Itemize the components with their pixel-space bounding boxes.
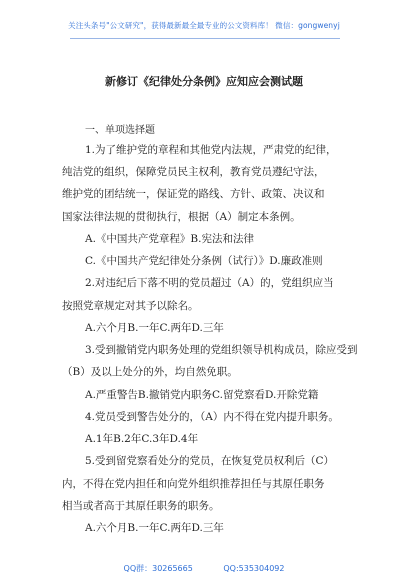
question-text: 1.为了维护党的章程和其他党内法规，严肃党的纪律， [85, 144, 337, 156]
question-text: 5.受到留党察看处分的党员，在恢复党员权利后（C） [85, 455, 335, 467]
question-text: 内，不得在党内担任和向党外组织推荐担任与其原任职务 [62, 478, 325, 490]
header-divider [70, 38, 340, 39]
question-text: 4.党员受到警告处分的，（A）内不得在党内提升职务。 [85, 411, 339, 423]
document-title: 新修订《纪律处分条例》应知应会测试题 [105, 75, 303, 88]
answer-options: A.严重警告B.撤销党内职务C.留党察看D.开除党籍 [85, 389, 319, 401]
answer-options: A.六个月B.一年C.两年D.三年 [85, 322, 224, 334]
qq-group-label: QQ群：30265665 [123, 564, 193, 573]
question-text: 国家法律法规的贯彻执行，根据（A）制定本条例。 [62, 211, 301, 223]
question-text: （B）及以上处分的外，均自然免职。 [62, 366, 238, 378]
answer-options: A.《中国共产党章程》B.宪法和法律 [85, 233, 254, 245]
question-text: 维护党的团结统一，保证党的路线、方针、政策、决议和 [62, 188, 325, 200]
question-text: 3.受到撤销党内职务处理的党组织领导机构成员，除应受到 [85, 344, 358, 356]
answer-options: A.六个月B.一年C.两年D.三年 [85, 522, 224, 534]
answer-options: A.1年B.2年C.3年D.4年 [85, 433, 199, 445]
section-heading: 一、单项选择题 [85, 125, 155, 136]
question-text: 相当或者高于其原任职务的职务。 [62, 500, 220, 512]
page-footer [0, 563, 408, 574]
question-text: 2.对违纪后下落不明的党员超过（A）的，党组织应当 [85, 277, 334, 289]
qq-label: QQ:535304092 [223, 564, 285, 573]
page-header: 关注头条号"公文研究"，获得最新最全最专业的公文资料库！ 微信：gongwenyj [68, 21, 340, 30]
question-text: 按照党章规定对其予以除名。 [62, 300, 199, 312]
question-text: 纯洁党的组织，保障党员民主权利，教育党员遵纪守法， [62, 166, 325, 178]
answer-options: C.《中国共产党纪律处分条例（试行）》D.廉政准则 [85, 255, 323, 267]
